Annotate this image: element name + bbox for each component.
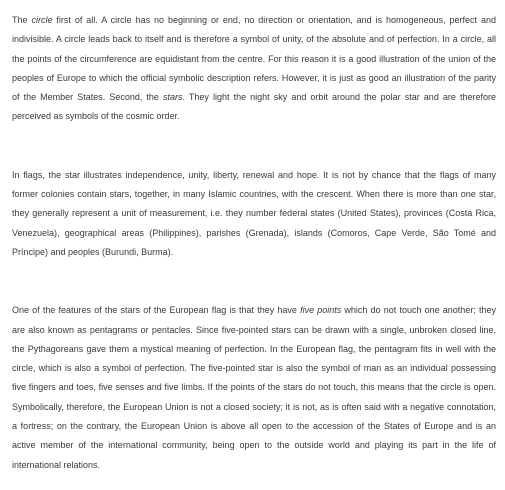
text-segment-italic: stars	[163, 92, 183, 103]
article-body	[12, 11, 496, 475]
text-segment: The	[12, 15, 32, 25]
text-segment-italic: five points	[300, 305, 342, 316]
text-segment-italic: circle	[31, 15, 53, 25]
text-segment: One of the features of the stars of the European flag is that they have	[12, 305, 301, 316]
text-segment: first of all. A circle has no beginning or end, no direction or orientation, and is homogeneous, perfect and indivisible. A circle leads back to itself and is therefore a symbol of unity, of the absolute and of perfection. In a circle, all the points of the circumference are equidistant from the centre. For this reason it is a good illustration of the union of the peoples of Europe to which the official symbolic description refers. However, it is just as good an illustration of the parity of the Member States. Second, the	[12, 15, 496, 103]
text-segment: which do not touch one another; they are also known as pentagrams or pentacles. Since five-pointed stars can be drawn with a single, unbroken closed line, the Pythagoreans gave them a mystical meaning of perfection. In the European flag, the pentagram fits in well with the circle, which is also a symbol of perfection. The five-pointed star is also the symbol of man as an individual possessing five fingers and toes, five senses and five limbs. If the points of the stars do not touch, this means that the circle is open. Symbolically, therefore, the European Union is not a closed society; it is not, as is often said with a negative connotation, a fortress; on the contrary, the European Union is above all open to the accession of the States of Europe and is an active member of the international community, being open to the outside world and playing its part in the life of international relations.	[12, 305, 496, 470]
paragraph-stars-in-flags	[12, 166, 496, 262]
paragraph-circle-and-stars	[12, 11, 496, 127]
text-segment: In flags, the star illustrates independence, unity, liberty, renewal and hope. It is not by chance that the flags of many former colonies contain stars, together, in many Islamic countries, with the crescent. When there is more than one star, they generally represent a unit of measurement, i.e. they number federal states (United States), provinces (Costa Rica, Venezuela), geographical areas (Philippines), parishes (Grenada), islands (Comoros, Cape Verde, São Tomé and Príncipe) and peoples (Burundi, Burma).	[12, 169, 496, 257]
paragraph-five-points	[12, 301, 496, 475]
text-segment: . They light the night sky and orbit around the polar star and are therefore perceived as symbols of the cosmic order.	[12, 92, 496, 122]
